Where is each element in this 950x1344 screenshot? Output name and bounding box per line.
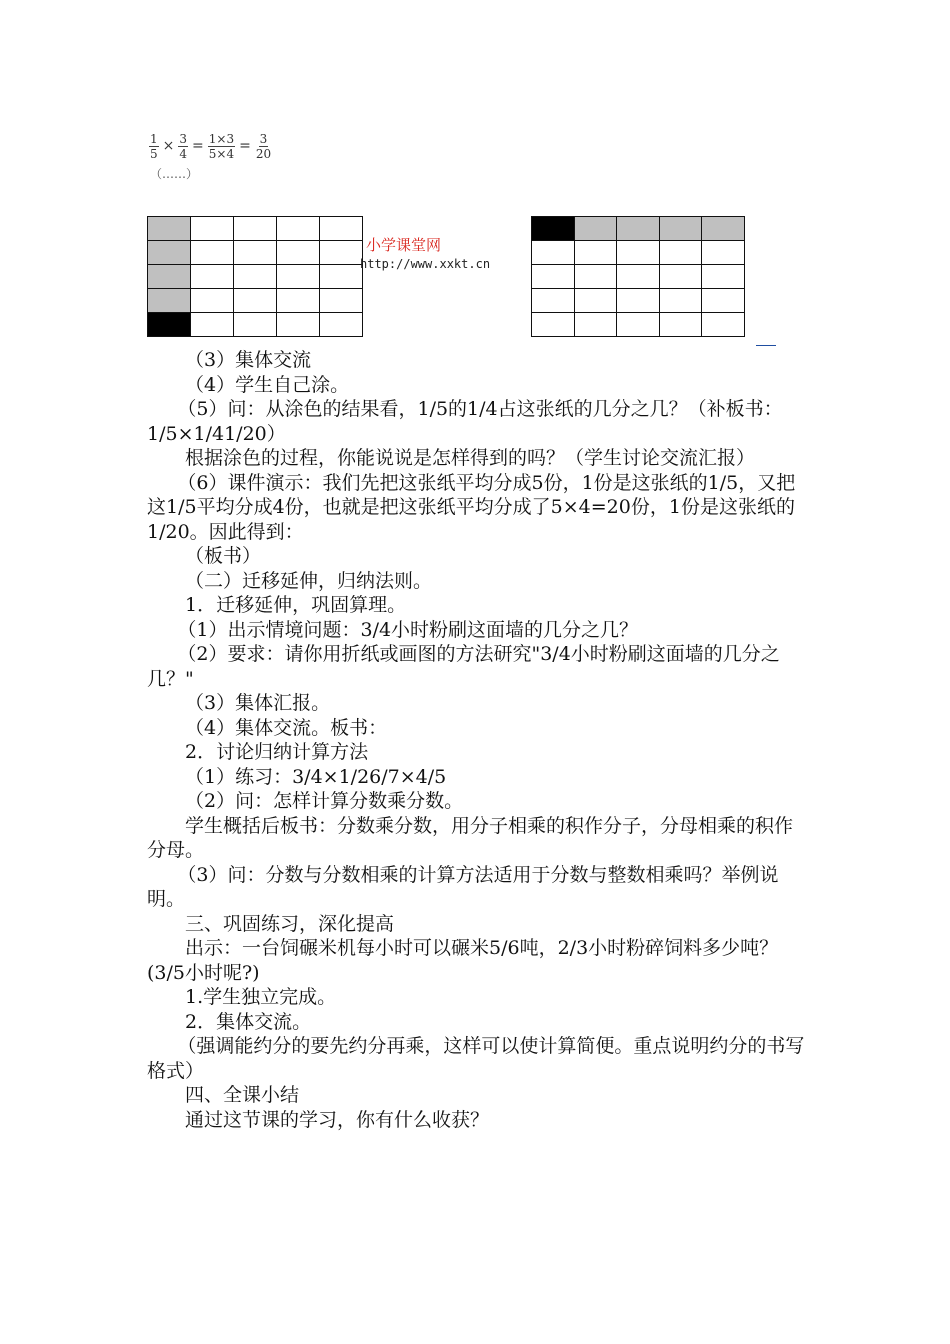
fraction-one-fifth (149, 132, 159, 161)
grid-cell (574, 241, 617, 265)
paragraph: 2．集体交流。 (185, 1010, 312, 1033)
paragraph: （1）练习：3/4×1/26/7×4/5 (185, 765, 447, 788)
paragraph: （二）迁移延伸，归纳法则。 (185, 569, 433, 592)
grid-cell (702, 241, 745, 265)
grid-cell (148, 265, 191, 289)
fraction-product (208, 132, 235, 161)
paragraph: 出示：一台饲碾米机每小时可以碾米5/6吨，2/3小时粉碎饲料多少吨？(3/5小时呢?) (147, 937, 779, 984)
grid-cell (659, 289, 702, 313)
denominator: 5 (150, 146, 158, 161)
grid-cell (148, 289, 191, 313)
grid-cell (234, 217, 277, 241)
paragraph: （板书） (185, 545, 262, 567)
grid-cell (702, 217, 745, 241)
grid-cell (702, 265, 745, 289)
grid-cell (320, 313, 363, 337)
grid-cell (659, 217, 702, 241)
grid-cell (277, 241, 320, 265)
grid-cell (532, 217, 575, 241)
grid-cell (148, 313, 191, 337)
formula-image (148, 126, 273, 166)
grid-cell (148, 241, 191, 265)
denominator: 5×4 (208, 146, 235, 161)
grid-cell (234, 289, 277, 313)
grid-cell (617, 241, 660, 265)
paragraph: 学生概括后板书：分数乘分数，用分子相乘的积作分子，分母相乘的积作分母。 (147, 814, 794, 861)
grid-cell (532, 313, 575, 337)
grid-cell (277, 265, 320, 289)
paragraph: （3）集体交流 (185, 349, 312, 371)
grid-cell (617, 217, 660, 241)
paragraph: 1.学生独立完成。 (185, 986, 337, 1008)
paragraph: 1．迁移延伸，巩固算理。 (185, 594, 407, 616)
equals-sign: = (192, 138, 204, 154)
grid-cell (702, 313, 745, 337)
grid-cell (617, 289, 660, 313)
grid-cell (234, 265, 277, 289)
grid-cell (320, 241, 363, 265)
paragraph: （5）问：从涂色的结果看，1/5的1/4占这张纸的几分之几？（补板书：1/5×1/41/20） (147, 398, 783, 445)
paragraph: 四、全课小结 (185, 1084, 300, 1106)
fraction-three-fourths (178, 132, 188, 161)
grid-cell (191, 289, 234, 313)
paragraph: 2．讨论归纳计算方法 (185, 741, 369, 763)
grid-cell (659, 313, 702, 337)
grid-cell (148, 217, 191, 241)
grid-cell (191, 217, 234, 241)
decorative-underline (756, 345, 776, 346)
numerator: 1×3 (208, 131, 235, 146)
lesson-body (147, 348, 807, 1132)
grid-cell (659, 241, 702, 265)
grid-cell (532, 241, 575, 265)
times-sign: × (162, 138, 175, 154)
grid-cell (574, 217, 617, 241)
grid-cell (659, 265, 702, 289)
paragraph: （2）要求：请你用折纸或画图的方法研究"3/4小时粉刷这面墙的几分之几？" (147, 643, 780, 690)
denominator: 20 (255, 146, 272, 161)
grid-cell (532, 289, 575, 313)
numerator: 3 (259, 131, 268, 146)
grid-cell (320, 289, 363, 313)
left-shaded-grid (147, 216, 363, 337)
equals-sign: = (239, 138, 251, 154)
grid-cell (277, 217, 320, 241)
paragraph: 通过这节课的学习，你有什么收获？ (185, 1108, 490, 1131)
grid-cell (320, 265, 363, 289)
denominator: 4 (179, 146, 188, 161)
paragraph: （1）出示情境问题：3/4小时粉刷这面墙的几分之几？ (177, 618, 639, 641)
numerator: 3 (179, 131, 188, 146)
grid-cell (617, 265, 660, 289)
watermark-url: http://www.xxkt.cn (360, 257, 491, 271)
paragraph: （6）课件演示：我们先把这张纸平均分成5份，1份是这张纸的1/5，又把这1/5平均分成4份，也就是把这张纸平均分成了5×4=20份，1份是这张纸的1/20。因此得到： (147, 471, 796, 543)
paragraph: 三、巩固练习，深化提高 (185, 912, 395, 935)
grid-cell (574, 313, 617, 337)
grid-cell (320, 217, 363, 241)
grid-cell (234, 313, 277, 337)
grid-cell (532, 265, 575, 289)
grid-cell (617, 313, 660, 337)
paragraph: （2）问：怎样计算分数乘分数。 (185, 790, 464, 812)
paragraph: （强调能约分的要先约分再乘，这样可以使计算简便。重点说明约分的书写格式） (147, 1035, 805, 1082)
numerator: 1 (150, 131, 158, 146)
grid-cell (277, 289, 320, 313)
grid-cell (574, 289, 617, 313)
fraction-result (255, 132, 272, 161)
watermark-title: 小学课堂网 (366, 236, 442, 254)
grid-cell (191, 241, 234, 265)
grid-cell (574, 265, 617, 289)
grid-cell (702, 289, 745, 313)
right-shaded-grid (531, 216, 745, 337)
grid-cell (191, 265, 234, 289)
paragraph: （4）学生自己涂。 (185, 373, 350, 396)
paragraph: 根据涂色的过程，你能说说是怎样得到的吗？（学生讨论交流汇报） (185, 447, 756, 469)
formula-caption-residue: （……） (150, 167, 199, 181)
paragraph: （3）问：分数与分数相乘的计算方法适用于分数与整数相乘吗？举例说明。 (147, 863, 779, 910)
grid-cell (277, 313, 320, 337)
paragraph: （4）集体交流。板书： (185, 716, 388, 739)
grid-cell (191, 313, 234, 337)
grid-cell (234, 241, 277, 265)
paragraph: （3）集体汇报。 (185, 692, 331, 714)
